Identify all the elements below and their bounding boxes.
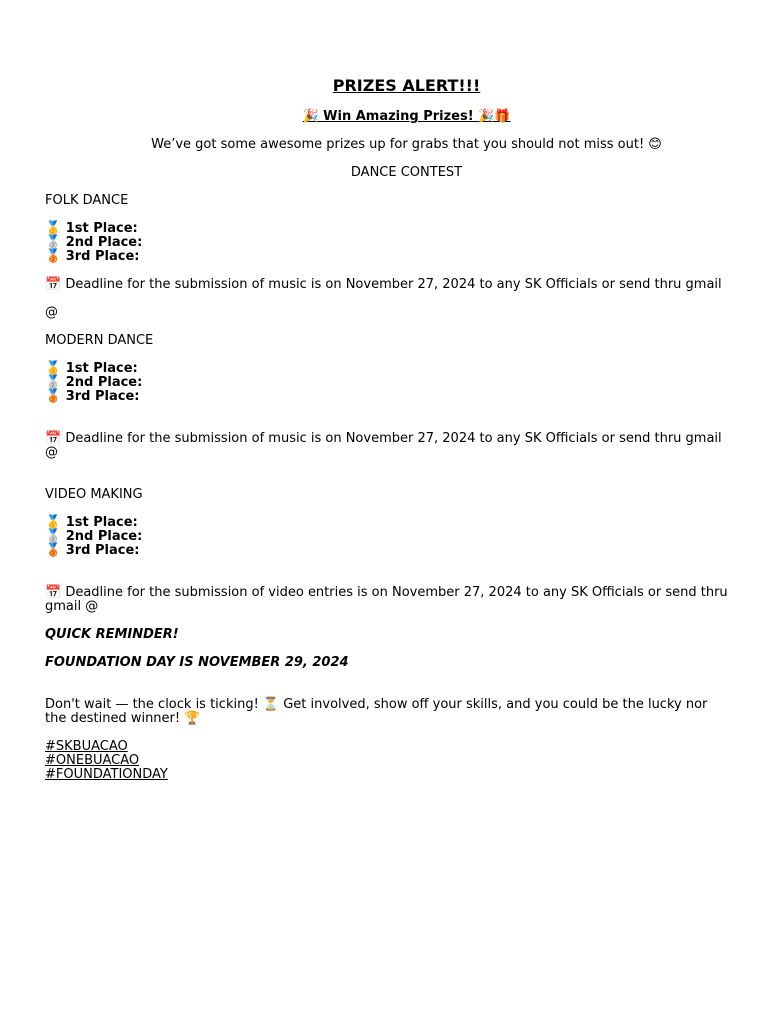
- folk-second-place: 🥈 2nd Place:: [45, 235, 143, 250]
- closing-text-line-2: the destined winner! 🏆: [45, 711, 201, 726]
- hashtag-onebuacao[interactable]: #ONEBUACAO: [45, 753, 140, 768]
- folk-first-place: 🥇 1st Place:: [45, 221, 138, 236]
- hashtag-skbuacao[interactable]: #SKBUACAO: [45, 739, 128, 754]
- video-deadline-continued: gmail @: [45, 599, 99, 614]
- foundation-day-notice: FOUNDATION DAY IS NOVEMBER 29, 2024: [45, 655, 349, 670]
- modern-deadline: 📅 Deadline for the submission of music is on November 27, 2024 to any SK Officials or send thru gmail: [45, 431, 722, 446]
- video-second-place: 🥈 2nd Place:: [45, 529, 143, 544]
- folk-email: @: [45, 305, 58, 320]
- video-deadline: 📅 Deadline for the submission of video entries is on November 27, 2024 to any SK Officials or send thru: [45, 585, 728, 600]
- page-subtitle: 🎉 Win Amazing Prizes! 🎉🎁: [302, 109, 511, 124]
- folk-third-place: 🥉 3rd Place:: [45, 249, 140, 264]
- modern-first-place: 🥇 1st Place:: [45, 361, 138, 376]
- intro-text: We’ve got some awesome prizes up for grabs that you should not miss out! 😊: [151, 137, 662, 152]
- section-heading-video-making: VIDEO MAKING: [45, 487, 143, 502]
- modern-email: @: [45, 445, 58, 460]
- section-heading-modern-dance: MODERN DANCE: [45, 333, 154, 348]
- hashtag-foundationday[interactable]: #FOUNDATIONDAY: [45, 767, 168, 782]
- page-title: PRIZES ALERT!!!: [332, 76, 481, 95]
- folk-deadline: 📅 Deadline for the submission of music is on November 27, 2024 to any SK Officials or send thru gmail: [45, 277, 722, 292]
- modern-second-place: 🥈 2nd Place:: [45, 375, 143, 390]
- modern-third-place: 🥉 3rd Place:: [45, 389, 140, 404]
- section-heading-folk-dance: FOLK DANCE: [45, 193, 129, 208]
- closing-text-line-1: Don't wait — the clock is ticking! ⏳ Get involved, show off your skills, and you could be the lucky nor: [45, 697, 708, 712]
- quick-reminder: QUICK REMINDER!: [45, 627, 179, 642]
- video-first-place: 🥇 1st Place:: [45, 515, 138, 530]
- contest-heading: DANCE CONTEST: [350, 165, 463, 180]
- video-third-place: 🥉 3rd Place:: [45, 543, 140, 558]
